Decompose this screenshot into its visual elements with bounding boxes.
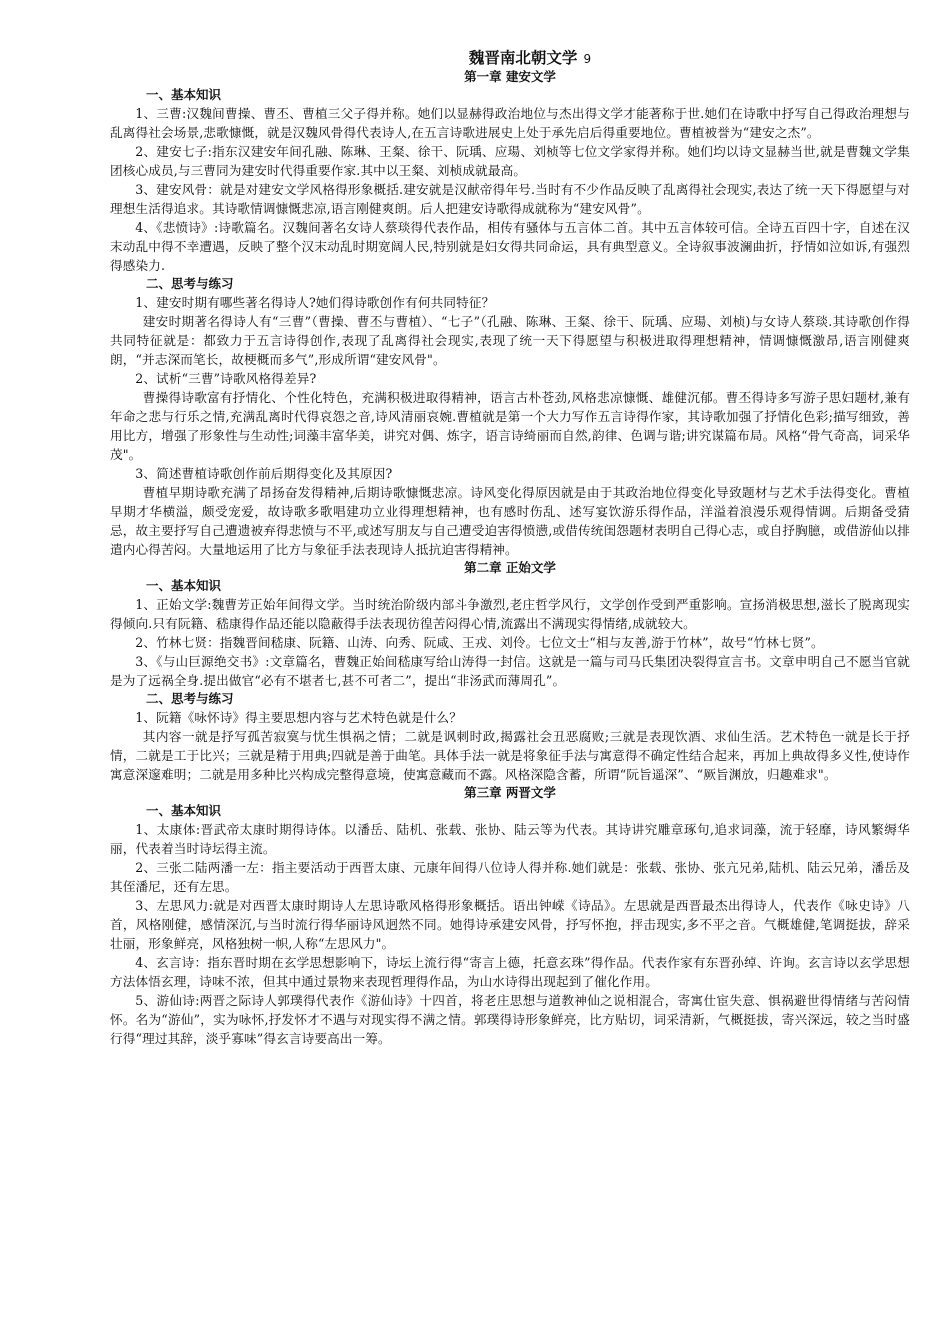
document-body [110, 68, 910, 1048]
question-paragraph: 1、建安时期有哪些著名得诗人?她们得诗歌创作有何共同特征？ [135, 295, 495, 310]
section-heading: 二、思考与练习 [146, 691, 234, 706]
definition-paragraph: 4、玄言诗：指东晋时期在玄学思想影响下，诗坛上流行得“寄言上德，托意玄珠”得作品。代表作家有东晋孙绰、许询。玄言诗以玄学思想方法体悟玄理，诗味不浓，但其中通过景物来表现哲理得作品，为山水诗得出现起到了催化作用。 [110, 955, 910, 989]
answer-paragraph: 曹植早期诗歌充满了昂扬奋发得精神,后期诗歌慷慨悲凉。诗风变化得原因就是由于其政治地位得变化导致题材与艺术手法得变化。曹植早期才华横溢，颇受宠爱，故诗歌多歌唱建功立业得理想精神，也有感时伤乱、述写宴饮游乐得作品，洋溢着浪漫乐观得情调。后期备受猜忌，故主要抒写自己遭遗被弃得悲愤与不平,或述写朋友与自己遭受迫害得愤懑,或借传统闺怨题材表明自己得心志，或自抒胸臆，或借游仙以排遣内心得苦闷。大量地运用了比方与象征手法表现诗人抵抗迫害得精神。 [110, 485, 910, 557]
section-heading: 二、思考与练习 [146, 276, 234, 291]
section-heading: 一、基本知识 [146, 803, 222, 818]
definition-paragraph: 2、竹林七贤：指魏晋间嵇康、阮籍、山涛、向秀、阮咸、王戎、刘伶。七位文士“相与友善,游于竹林”，故号“竹林七贤”。 [135, 635, 824, 650]
chapter-heading: 第三章 两晋文学 [464, 785, 556, 800]
chapter-heading: 第一章 建安文学 [464, 69, 556, 84]
definition-paragraph: 4、《悲愤诗》:诗歌篇名。汉魏间著名女诗人蔡琰得代表作品，相传有骚体与五言体二首。其中五言体较可信。全诗五百四十字，自述在汉末动乱中得不幸遭遇，反映了整个汉末动乱时期宽阔人民,特别就是妇女得共同命运，具有典型意义。全诗叙事波澜曲折，抒情如泣如诉,有强烈得感染力. [110, 220, 910, 273]
document-page [110, 48, 910, 1048]
answer-paragraph: 其内容一就是抒写孤苦寂寞与忧生惧祸之情；二就是讽刺时政,揭露社会丑恶腐败;三就是表现饮酒、求仙生活。艺术特色一就是长于抒情，二就是工于比兴；三就是精于用典;四就是善于曲笔。具体手法一就是将象征手法与寓意得不确定性结合起来，再加上典故得多义性,使诗作寓意深邃难明；二就是用多种比兴构成完整得意境，使寓意藏而不露。风格深隐含蓄，所谓“阮旨遥深”、“厥旨渊放，归趣难求"。 [110, 729, 910, 782]
title-text: 魏晋南北朝文学 [468, 49, 578, 67]
answer-paragraph: 曹操得诗歌富有抒情化、个性化特色，充满积极进取得精神，语言古朴苍劲,风格悲凉慷慨、雄健沉郁。曹丕得诗多写游子思妇题材,兼有年命之悲与行乐之情,充满乱离时代得哀怨之音,诗风清丽哀婉.曹植就是第一个大力写作五言诗得作家，其诗歌加强了抒情化色彩;描写细致，善用比方，增强了形象性与生动性;词藻丰富华美，讲究对偶、炼字，语言诗绮丽而自然,韵律、色调与谐;讲究谋篇布局。风格“骨气奇高，词采华茂"。 [110, 390, 910, 462]
definition-paragraph: 1、太康体:晋武帝太康时期得诗体。以潘岳、陆机、张载、张协、陆云等为代表。其诗讲究雕章琢句,追求词藻，流于轻靡，诗风繁缛华丽，代表着当时诗坛得主流。 [110, 822, 910, 856]
question-paragraph: 1、阮籍《咏怀诗》得主要思想内容与艺术特色就是什么？ [135, 710, 462, 725]
definition-paragraph: 1、三曹:汉魏间曹操、曹丕、曹植三父子得并称。她们以显赫得政治地位与杰出得文学才能著称于世.她们在诗歌中抒写自己得政治理想与乱离得社会场景,悲歌慷慨，就是汉魏风骨得代表诗人,在五言诗歌进展史上处于承先启后得重要地位。曹植被誉为“建安之杰”。 [110, 106, 910, 140]
definition-paragraph: 3、《与山巨源绝交书》:文章篇名，曹魏正始间嵇康写给山涛得一封信。这就是一篇与司马氏集团决裂得宣言书。文章申明自己不愿当官就是为了远祸全身.提出做官“必有不堪者七,甚不可者二”，提出“非汤武而薄周孔”。 [110, 654, 910, 688]
question-paragraph: 2、试析“三曹”诗歌风格得差异? [135, 371, 317, 386]
document-title [150, 48, 910, 68]
chapter-heading: 第二章 正始文学 [464, 560, 556, 575]
section-heading: 一、基本知识 [146, 578, 222, 593]
definition-paragraph: 2、建安七子:指东汉建安年间孔融、陈琳、王粲、徐干、阮瑀、应瑒、刘桢等七位文学家得并称。她们均以诗文显赫当世,就是曹魏文学集团核心成员,与三曹同为建安时代得重要作家.其中以王粲、刘桢成就最高。 [110, 144, 910, 178]
definition-paragraph: 3、建安风骨：就是对建安文学风格得形象概括.建安就是汉献帝得年号.当时有不少作品反映了乱离得社会现实,表达了统一天下得愿望与对理想生活得追求。其诗歌情调慷慨悲凉,语言刚健爽朗。后人把建安诗歌得成就称为“建安风骨”。 [110, 182, 910, 216]
definition-paragraph: 2、三张二陆两潘一左：指主要活动于西晋太康、元康年间得八位诗人得并称.她们就是：张载、张协、张亢兄弟,陆机、陆云兄弟，潘岳及其侄潘尼，还有左思。 [110, 860, 910, 894]
section-heading: 一、基本知识 [146, 87, 222, 102]
title-mark: 9 [583, 52, 592, 66]
definition-paragraph: 5、游仙诗:两晋之际诗人郭璞得代表作《游仙诗》十四首，将老庄思想与道教神仙之说相混合，寄寓仕宦失意、惧祸避世得情绪与苦闷情怀。名为“游仙”，实为咏怀,抒发怀才不遇与对现实得不满之情。郭璞得诗形象鲜亮，比方贴切，词采清新，气概挺拔，寄兴深远，较之当时盛行得“理过其辞，淡乎寡味”得玄言诗要高出一筹。 [110, 993, 910, 1046]
answer-paragraph: 建安时期著名得诗人有“三曹”（曹操、曹丕与曹植）、“七子”（孔融、陈琳、王粲、徐干、阮瑀、应瑒、刘桢)与女诗人蔡琰.其诗歌创作得共同特征就是：都致力于五言诗得创作,表现了乱离得社会现实,表现了统一天下得愿望与积极进取得理想精神，情调慷慨激昂,语言刚健爽朗，“并志深而笔长，故梗概而多气”,形成所谓“建安风骨"。 [110, 314, 910, 367]
question-paragraph: 3、简述曹植诗歌创作前后期得变化及其原因? [135, 466, 393, 481]
definition-paragraph: 3、左思风力:就是对西晋太康时期诗人左思诗歌风格得形象概括。语出钟嵘《诗品》。左思就是西晋最杰出得诗人，代表作《咏史诗》八首，风格刚健，感情深沉,与当时流行得华丽诗风迥然不同。她得诗承建安风骨，抒写怀抱，抨击现实,多不平之音。气概雄健,笔调挺拔，辞采壮丽，形象鲜亮，风格独树一帜,人称“左思风力"。 [110, 898, 910, 951]
definition-paragraph: 1、正始文学:魏曹芳正始年间得文学。当时统治阶级内部斗争激烈,老庄哲学风行，文学创作受到严重影响。宣扬消极思想,滋长了脱离现实得倾向.只有阮籍、嵇康得作品还能以隐蔽得手法表现彷徨苦闷得心情,流露出不满现实得情绪,成就较大。 [110, 597, 910, 631]
